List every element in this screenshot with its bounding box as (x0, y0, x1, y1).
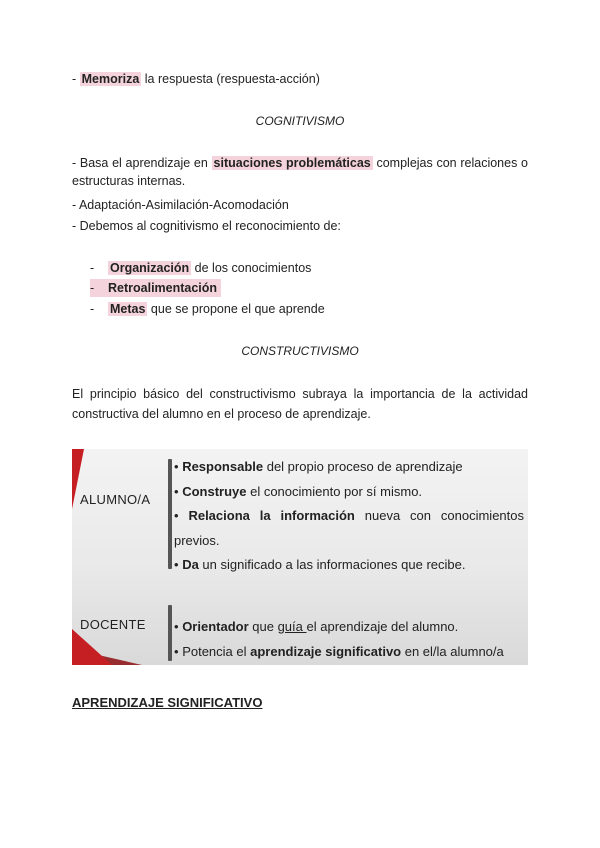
alumno-item (174, 455, 524, 480)
cognitivismo-heading: COGNITIVISMO (255, 114, 345, 128)
alumno-bar (168, 459, 172, 569)
p1-prefix: - Basa el aprendizaje en (72, 156, 212, 170)
alumno-item (174, 553, 524, 578)
alumno-item (174, 480, 524, 505)
bullet: • (174, 643, 179, 659)
cognitivismo-paragraph-2: - Adaptación-Asimilación-Acomodación (72, 198, 289, 212)
list-bold: Retroalimentación (108, 281, 218, 295)
docente-item-rest: el aprendizaje del alumno. (306, 619, 459, 634)
alumno-list (174, 455, 524, 578)
docente-label: DOCENTE (80, 617, 146, 632)
list-bold: Organización (110, 261, 190, 275)
docente-list (174, 615, 528, 664)
p1-rest: complejas con relaciones o estructuras internas. (72, 156, 528, 188)
alumno-label: ALUMNO/A (80, 492, 151, 507)
alumno-item-rest: el conocimiento por sí mismo. (246, 483, 423, 499)
list-rest: de los conocimientos (191, 261, 312, 275)
docente-item-bold: Orientador (182, 619, 249, 634)
cognitivismo-paragraph-1 (72, 154, 528, 190)
list-item (90, 300, 325, 318)
intro-bold: Memoriza (81, 72, 140, 86)
alumno-item-bold: Da (182, 557, 199, 572)
alumno-item-rest: un significado a las informaciones que recibe. (198, 557, 466, 572)
red-corner-bottom (72, 629, 112, 665)
docente-bar (168, 605, 172, 661)
list-dash: - (90, 281, 95, 295)
bullet: • (174, 483, 179, 499)
intro-rest: la respuesta (respuesta-acción) (141, 72, 320, 86)
docente-item (174, 615, 528, 640)
alumno-item-bold: Construye (182, 483, 247, 499)
list-rest: que se propone el que aprende (147, 302, 325, 316)
list-bold: Metas (110, 302, 146, 316)
cognitivismo-paragraph-3: - Debemos al cognitivismo el reconocimiento de: (72, 219, 341, 233)
bullet: • (174, 557, 179, 572)
intro-prefix: - (72, 72, 80, 86)
bullet: • (174, 508, 179, 523)
p1-bold: situaciones problemáticas (213, 156, 371, 170)
list-item (90, 259, 311, 277)
docente-item-rest: en el/la alumno/a (401, 643, 504, 659)
bullet: • (174, 459, 179, 474)
docente-item-underlined: guía (277, 619, 307, 634)
list-item (90, 279, 221, 297)
alumno-item (174, 504, 524, 553)
alumno-item-bold: Responsable (182, 459, 264, 474)
alumno-item-bold: Relaciona la información (188, 508, 355, 523)
docente-item-bold: aprendizaje significativo (250, 643, 402, 659)
roles-image (72, 449, 528, 665)
alumno-item-rest: nueva con conocimientos previos. (174, 508, 525, 548)
docente-item-mid: que (248, 619, 278, 634)
docente-item-plain: Potencia el (182, 643, 251, 659)
alumno-item-rest: del propio proceso de aprendizaje (263, 459, 463, 474)
section-title: APRENDIZAJE SIGNIFICATIVO (72, 695, 263, 710)
bullet: • (174, 619, 179, 634)
docente-item (174, 640, 528, 665)
list-dash: - (90, 261, 95, 275)
intro-line (72, 70, 528, 88)
constructivismo-heading: CONSTRUCTIVISMO (241, 344, 359, 358)
constructivismo-paragraph: El principio básico del constructivismo subraya la importancia de la actividad constructiva del alumno en el proceso de aprendizaje. (72, 387, 528, 421)
list-dash: - (90, 302, 95, 316)
